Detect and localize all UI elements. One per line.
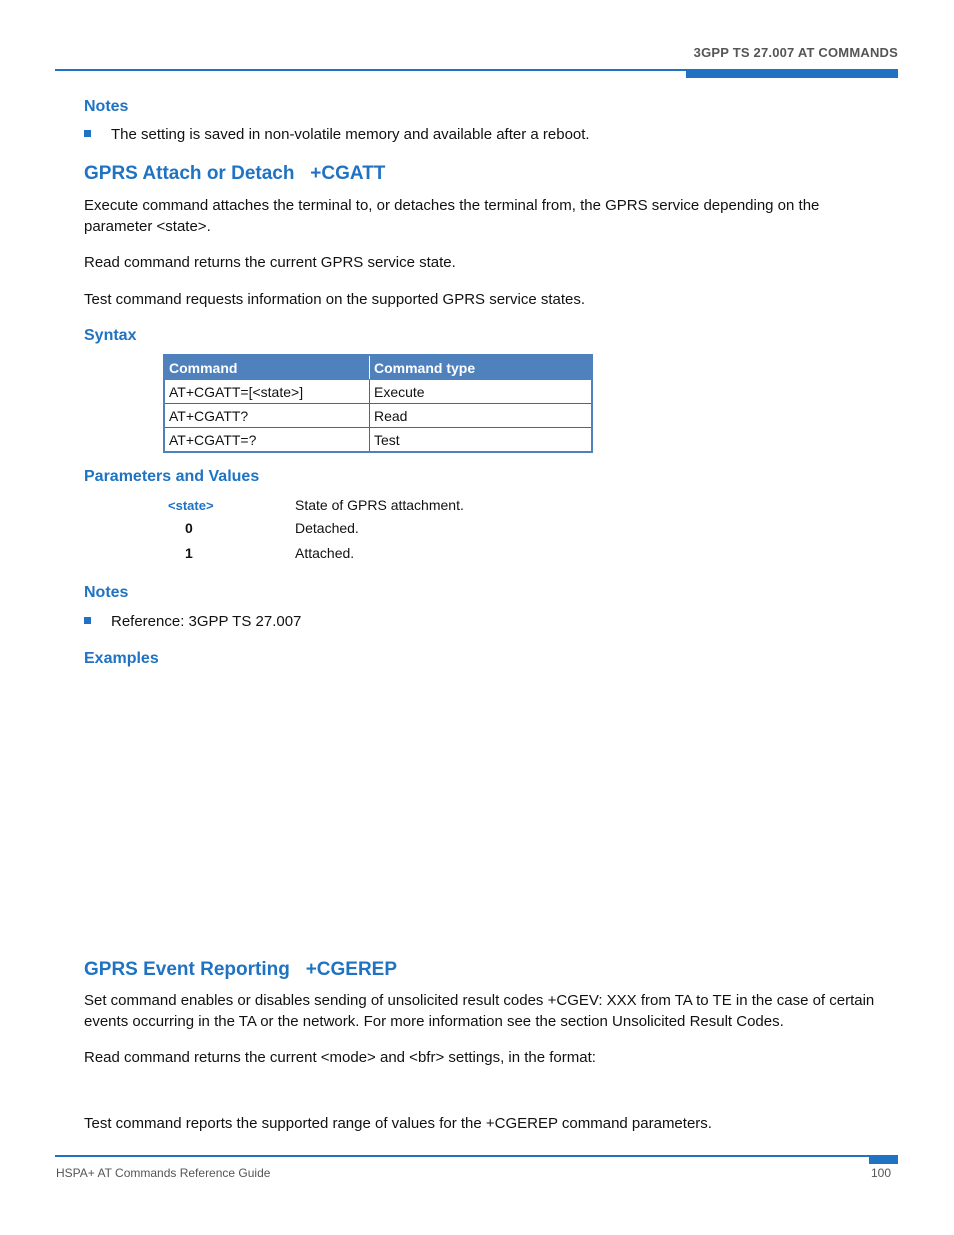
param-desc: State of GPRS attachment. bbox=[295, 497, 464, 513]
table-cell: AT+CGATT=? bbox=[164, 428, 370, 453]
paragraph: Test command reports the supported range of values for the +CGEREP command parameters. bbox=[84, 1115, 712, 1132]
notes-heading: Notes bbox=[84, 584, 129, 601]
param-value: 1 bbox=[185, 545, 193, 561]
table-cell: Test bbox=[370, 428, 593, 453]
table-row bbox=[164, 380, 592, 404]
paragraph: Read command returns the current <mode> and <bfr> settings, in the format: bbox=[84, 1049, 596, 1066]
table-header-cell: Command bbox=[164, 355, 370, 380]
param-value-desc: Attached. bbox=[295, 545, 355, 561]
paragraph: Test command requests information on the supported GPRS service states. bbox=[84, 291, 586, 308]
running-header: 3GPP TS 27.007 AT COMMANDS bbox=[693, 45, 898, 60]
param-name: <state> bbox=[168, 498, 214, 513]
table-row bbox=[164, 428, 592, 453]
table-row bbox=[164, 404, 592, 428]
section-title-cgatt: GPRS Attach or Detach +CGATT bbox=[84, 163, 386, 184]
footer-rule bbox=[55, 1155, 898, 1157]
table-cell: Execute bbox=[370, 380, 593, 404]
syntax-heading: Syntax bbox=[84, 327, 137, 344]
paragraph: Read command returns the current GPRS service state. bbox=[84, 254, 456, 271]
bullet-square-icon bbox=[84, 617, 91, 624]
table-header-row bbox=[164, 355, 592, 380]
params-heading: Parameters and Values bbox=[84, 468, 260, 485]
syntax-table bbox=[163, 354, 593, 453]
header-accent-block bbox=[686, 69, 898, 78]
bullet-square-icon bbox=[84, 130, 91, 137]
table-cell: AT+CGATT? bbox=[164, 404, 370, 428]
table-cell: Read bbox=[370, 404, 593, 428]
section-title-cgerep: GPRS Event Reporting +CGEREP bbox=[84, 959, 398, 980]
list-item: Reference: 3GPP TS 27.007 bbox=[84, 613, 301, 630]
page-number: 100 bbox=[870, 1166, 891, 1180]
table-header-cell: Command type bbox=[370, 355, 593, 380]
footer-accent-block bbox=[869, 1155, 898, 1164]
footer-doc-title: HSPA+ AT Commands Reference Guide bbox=[56, 1166, 271, 1180]
list-item: The setting is saved in non-volatile memory and available after a reboot. bbox=[84, 126, 590, 143]
examples-heading: Examples bbox=[84, 650, 159, 667]
notes-heading: Notes bbox=[84, 98, 129, 115]
paragraph: Set command enables or disables sending of unsolicited result codes +CGEV: XXX from TA to TE in the case of certain events occurring in the TA or the network. For more information see the section Unsolicited Result Codes. bbox=[84, 992, 875, 1030]
table-cell: AT+CGATT=[<state>] bbox=[164, 380, 370, 404]
param-value: 0 bbox=[185, 520, 193, 536]
paragraph: Execute command attaches the terminal to, or detaches the terminal from, the GPRS service depending on the parameter <state>. bbox=[84, 197, 820, 235]
param-value-desc: Detached. bbox=[295, 520, 359, 536]
